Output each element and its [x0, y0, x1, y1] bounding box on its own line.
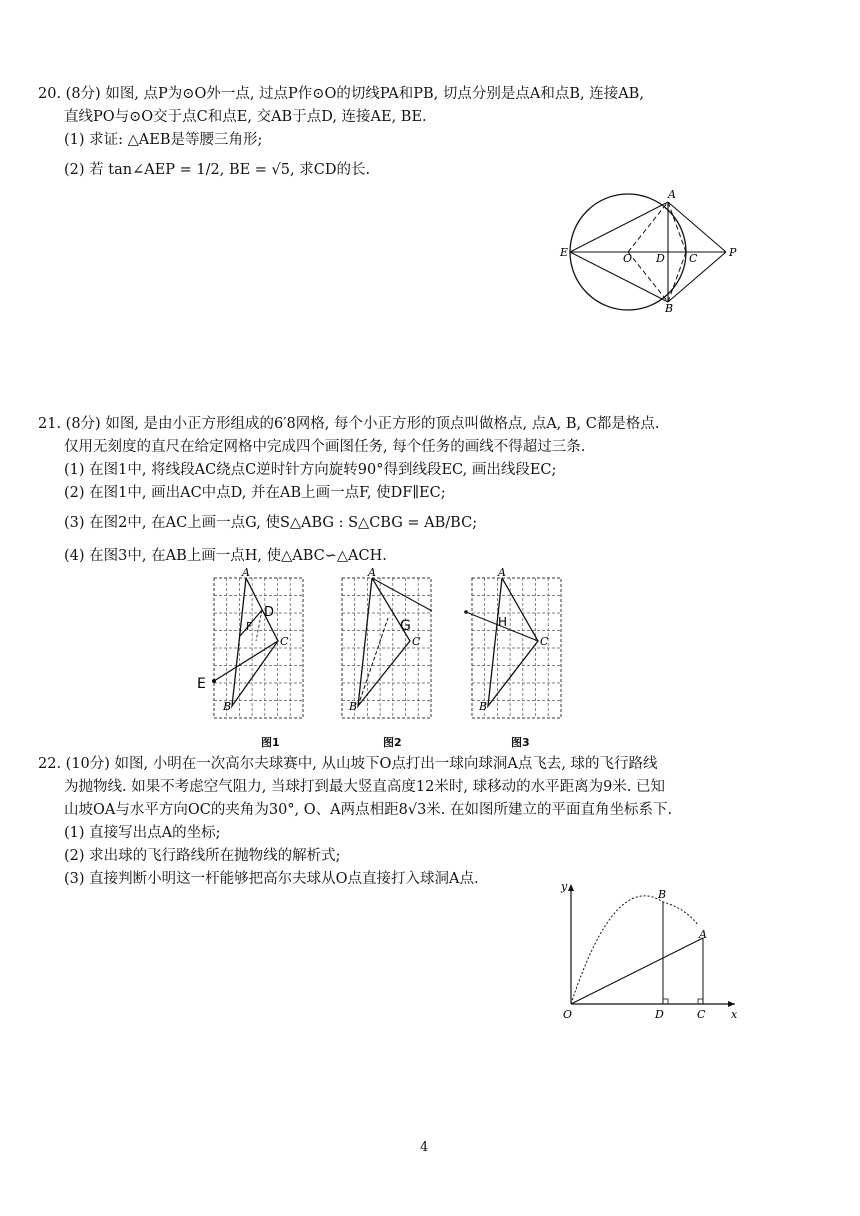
q22-label-x: x	[731, 1008, 738, 1021]
q21-figure-3	[456, 566, 576, 736]
q21-line1: 21. (8分) 如图, 是由小正方形组成的6′8网格, 每个小正方形的顶点叫做格点, 点A, B, C都是格点.	[38, 416, 660, 432]
q21-f1-label-D: D	[264, 605, 275, 620]
q20-part1: (1) 求证: △AEB是等腰三角形;	[64, 132, 263, 148]
q20-part2: (2) 若 tan∠AEP = 1/2, BE = √5, 求CD的长.	[64, 162, 371, 178]
q21-part3: (3) 在图2中, 在AC上画一点G, 使S△ABG : S△CBG = AB/BC;	[64, 515, 478, 531]
q22-part2: (2) 求出球的飞行路线所在抛物线的解析式;	[64, 848, 341, 864]
q21-f2-label-G: G	[400, 618, 411, 634]
q21-caption-2: 图2	[383, 736, 402, 749]
q21-caption-1: 图1	[261, 736, 280, 749]
q21-f3-label-C: C	[540, 635, 549, 648]
q21-f3-label-A: A	[498, 566, 506, 579]
q22-part1: (1) 直接写出点A的坐标;	[64, 825, 221, 841]
q20-figure	[560, 188, 760, 313]
q21-f1-label-C: C	[280, 635, 289, 648]
q22-line3: 山坡OA与水平方向OC的夹角为30°, O、A两点相距8√3米. 在如图所建立的平面直角坐标系下.	[64, 802, 673, 818]
q21-part4: (4) 在图3中, 在AB上画一点H, 使△ABC∽△ACH.	[64, 548, 387, 564]
q21-f3-label-B: B	[479, 700, 488, 713]
q22-label-B: B	[658, 888, 667, 901]
q20-label-P: P	[729, 246, 737, 259]
q21-part2: (2) 在图1中, 画出AC中点D, 并在AB上画一点F, 使DF∥EC;	[64, 485, 446, 501]
q21-f1-label-F: F	[246, 620, 253, 633]
q21-f1-label-A: A	[242, 566, 250, 579]
q21-f2-label-C: C	[412, 635, 421, 648]
q21-figure-2	[326, 566, 446, 736]
page-number: 4	[420, 1140, 429, 1155]
q22-label-D: D	[655, 1008, 664, 1021]
q21-part1: (1) 在图1中, 将线段AC绕点C逆时针方向旋转90°得到线段EC, 画出线段EC;	[64, 462, 557, 478]
q22-part3: (3) 直接判断小明这一杆能够把高尔夫球从O点直接打入球洞A点.	[64, 871, 479, 887]
q20-label-C: C	[689, 252, 698, 265]
q20-label-E: E	[560, 246, 569, 259]
q22-label-A: A	[699, 928, 707, 941]
q20-line2: 直线PO与⊙O交于点C和点E, 交AB于点D, 连接AE, BE.	[64, 109, 427, 125]
q22-figure	[555, 880, 755, 1025]
q21-f1-label-E: E	[197, 676, 206, 692]
q22-line1: 22. (10分) 如图, 小明在一次高尔夫球赛中, 从山坡下O点打出一球向球洞A点飞去, 球的飞行路线	[38, 756, 658, 772]
q21-f2-label-A: A	[368, 566, 376, 579]
q20-label-D: D	[656, 252, 665, 265]
q20-label-B: B	[665, 302, 674, 315]
q22-label-C: C	[697, 1008, 706, 1021]
q22-label-O: O	[563, 1008, 573, 1021]
q20-label-O: O	[623, 252, 633, 265]
q21-figure-1	[196, 566, 316, 736]
q21-caption-3: 图3	[511, 736, 530, 749]
q21-f3-label-H: H	[498, 615, 508, 629]
q20-line1: 20. (8分) 如图, 点P为⊙O外一点, 过点P作⊙O的切线PA和PB, 切点分别是点A和点B, 连接AB,	[38, 86, 644, 102]
q20-label-A: A	[668, 188, 676, 201]
q21-line2: 仅用无刻度的直尺在给定网格中完成四个画图任务, 每个任务的画线不得超过三条.	[64, 439, 586, 455]
q22-label-y: y	[561, 880, 568, 893]
q22-line2: 为抛物线. 如果不考虑空气阻力, 当球打到最大竖直高度12米时, 球移动的水平距离为9米. 已知	[64, 779, 666, 795]
q21-f2-label-B: B	[349, 700, 358, 713]
q21-f1-label-B: B	[223, 700, 232, 713]
